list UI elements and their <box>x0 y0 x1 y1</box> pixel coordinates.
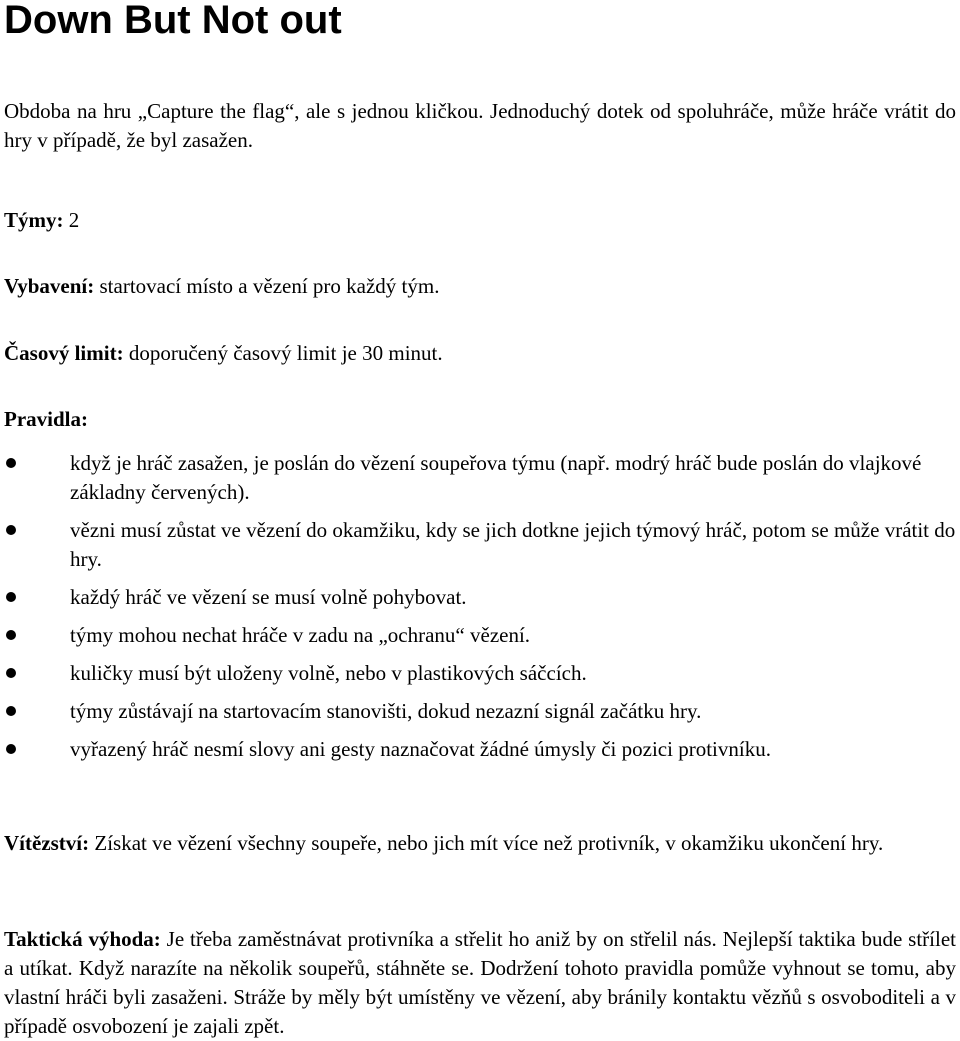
list-item <box>4 621 956 650</box>
rule-text: vyřazený hráč nesmí slovy ani gesty naznačovat žádné úmysly či pozici protivníku. <box>70 737 771 761</box>
list-item <box>4 516 956 574</box>
bullet-icon <box>6 592 16 602</box>
rule-text: kuličky musí být uloženy volně, nebo v plastikových sáčcích. <box>70 661 587 685</box>
intro-paragraph: Obdoba na hru „Capture the flag“, ale s jednou kličkou. Jednoduchý dotek od spoluhráče, může hráče vrátit do hry v případě, že byl zasažen. <box>4 99 956 152</box>
teams-value: 2 <box>63 208 80 232</box>
time-limit-line <box>4 339 956 368</box>
victory-paragraph <box>4 829 956 858</box>
equipment-value: startovací místo a vězení pro každý tým. <box>94 274 440 298</box>
equipment-label: Vybavení: <box>4 274 95 298</box>
bullet-icon <box>6 744 16 754</box>
bullet-icon <box>6 706 16 716</box>
list-item <box>4 583 956 612</box>
rules-label: Pravidla: <box>4 407 88 431</box>
equipment-line <box>4 272 956 301</box>
rule-text: týmy mohou nechat hráče v zadu na „ochranu“ vězení. <box>70 623 531 647</box>
rules-heading <box>4 405 956 434</box>
victory-label: Vítězství: <box>4 831 90 855</box>
tactic-value: Je třeba zaměstnávat protivníka a střelit ho aniž by on střelil nás. Nejlepší taktika bude střílet a utíkat. Když narazíte na několik soupeřů, stáhněte se. Dodržení tohoto pravidla pomůže vyhnout se tomu, aby vlastní hráči byli zasaženi. Stráže by měly být umístěny ve vězení, aby bránily kontaktu vězňů s osvoboditeli a v případě osvobození je zajali zpět. <box>4 927 956 1038</box>
victory-value: Získat ve vězení všechny soupeře, nebo jich mít více než protivník, v okamžiku ukončení hry. <box>89 831 884 855</box>
teams-label: Týmy: <box>4 208 64 232</box>
rule-text: každý hráč ve vězení se musí volně pohybovat. <box>70 585 467 609</box>
bullet-icon <box>6 630 16 640</box>
bullet-icon <box>6 668 16 678</box>
list-item <box>4 449 956 507</box>
list-item <box>4 697 956 726</box>
rule-text: týmy zůstávají na startovacím stanovišti, dokud nezazní signál začátku hry. <box>70 699 702 723</box>
time-limit-value: doporučený časový limit je 30 minut. <box>123 341 443 365</box>
teams-line <box>4 206 956 235</box>
time-limit-label: Časový limit: <box>4 341 124 365</box>
list-item <box>4 659 956 688</box>
rule-text: když je hráč zasažen, je poslán do vězení soupeřova týmu (např. modrý hráč bude poslán do vlajkové základny červených). <box>70 451 922 504</box>
tactic-label: Taktická výhoda: <box>4 927 161 951</box>
page-title: Down But Not out <box>4 0 342 42</box>
tactic-paragraph <box>4 925 956 1041</box>
list-item <box>4 735 956 764</box>
bullet-icon <box>6 458 16 468</box>
bullet-icon <box>6 525 16 535</box>
rule-text: vězni musí zůstat ve vězení do okamžiku, kdy se jich dotkne jejich týmový hráč, potom se může vrátit do hry. <box>70 518 956 571</box>
rules-list <box>4 449 956 773</box>
